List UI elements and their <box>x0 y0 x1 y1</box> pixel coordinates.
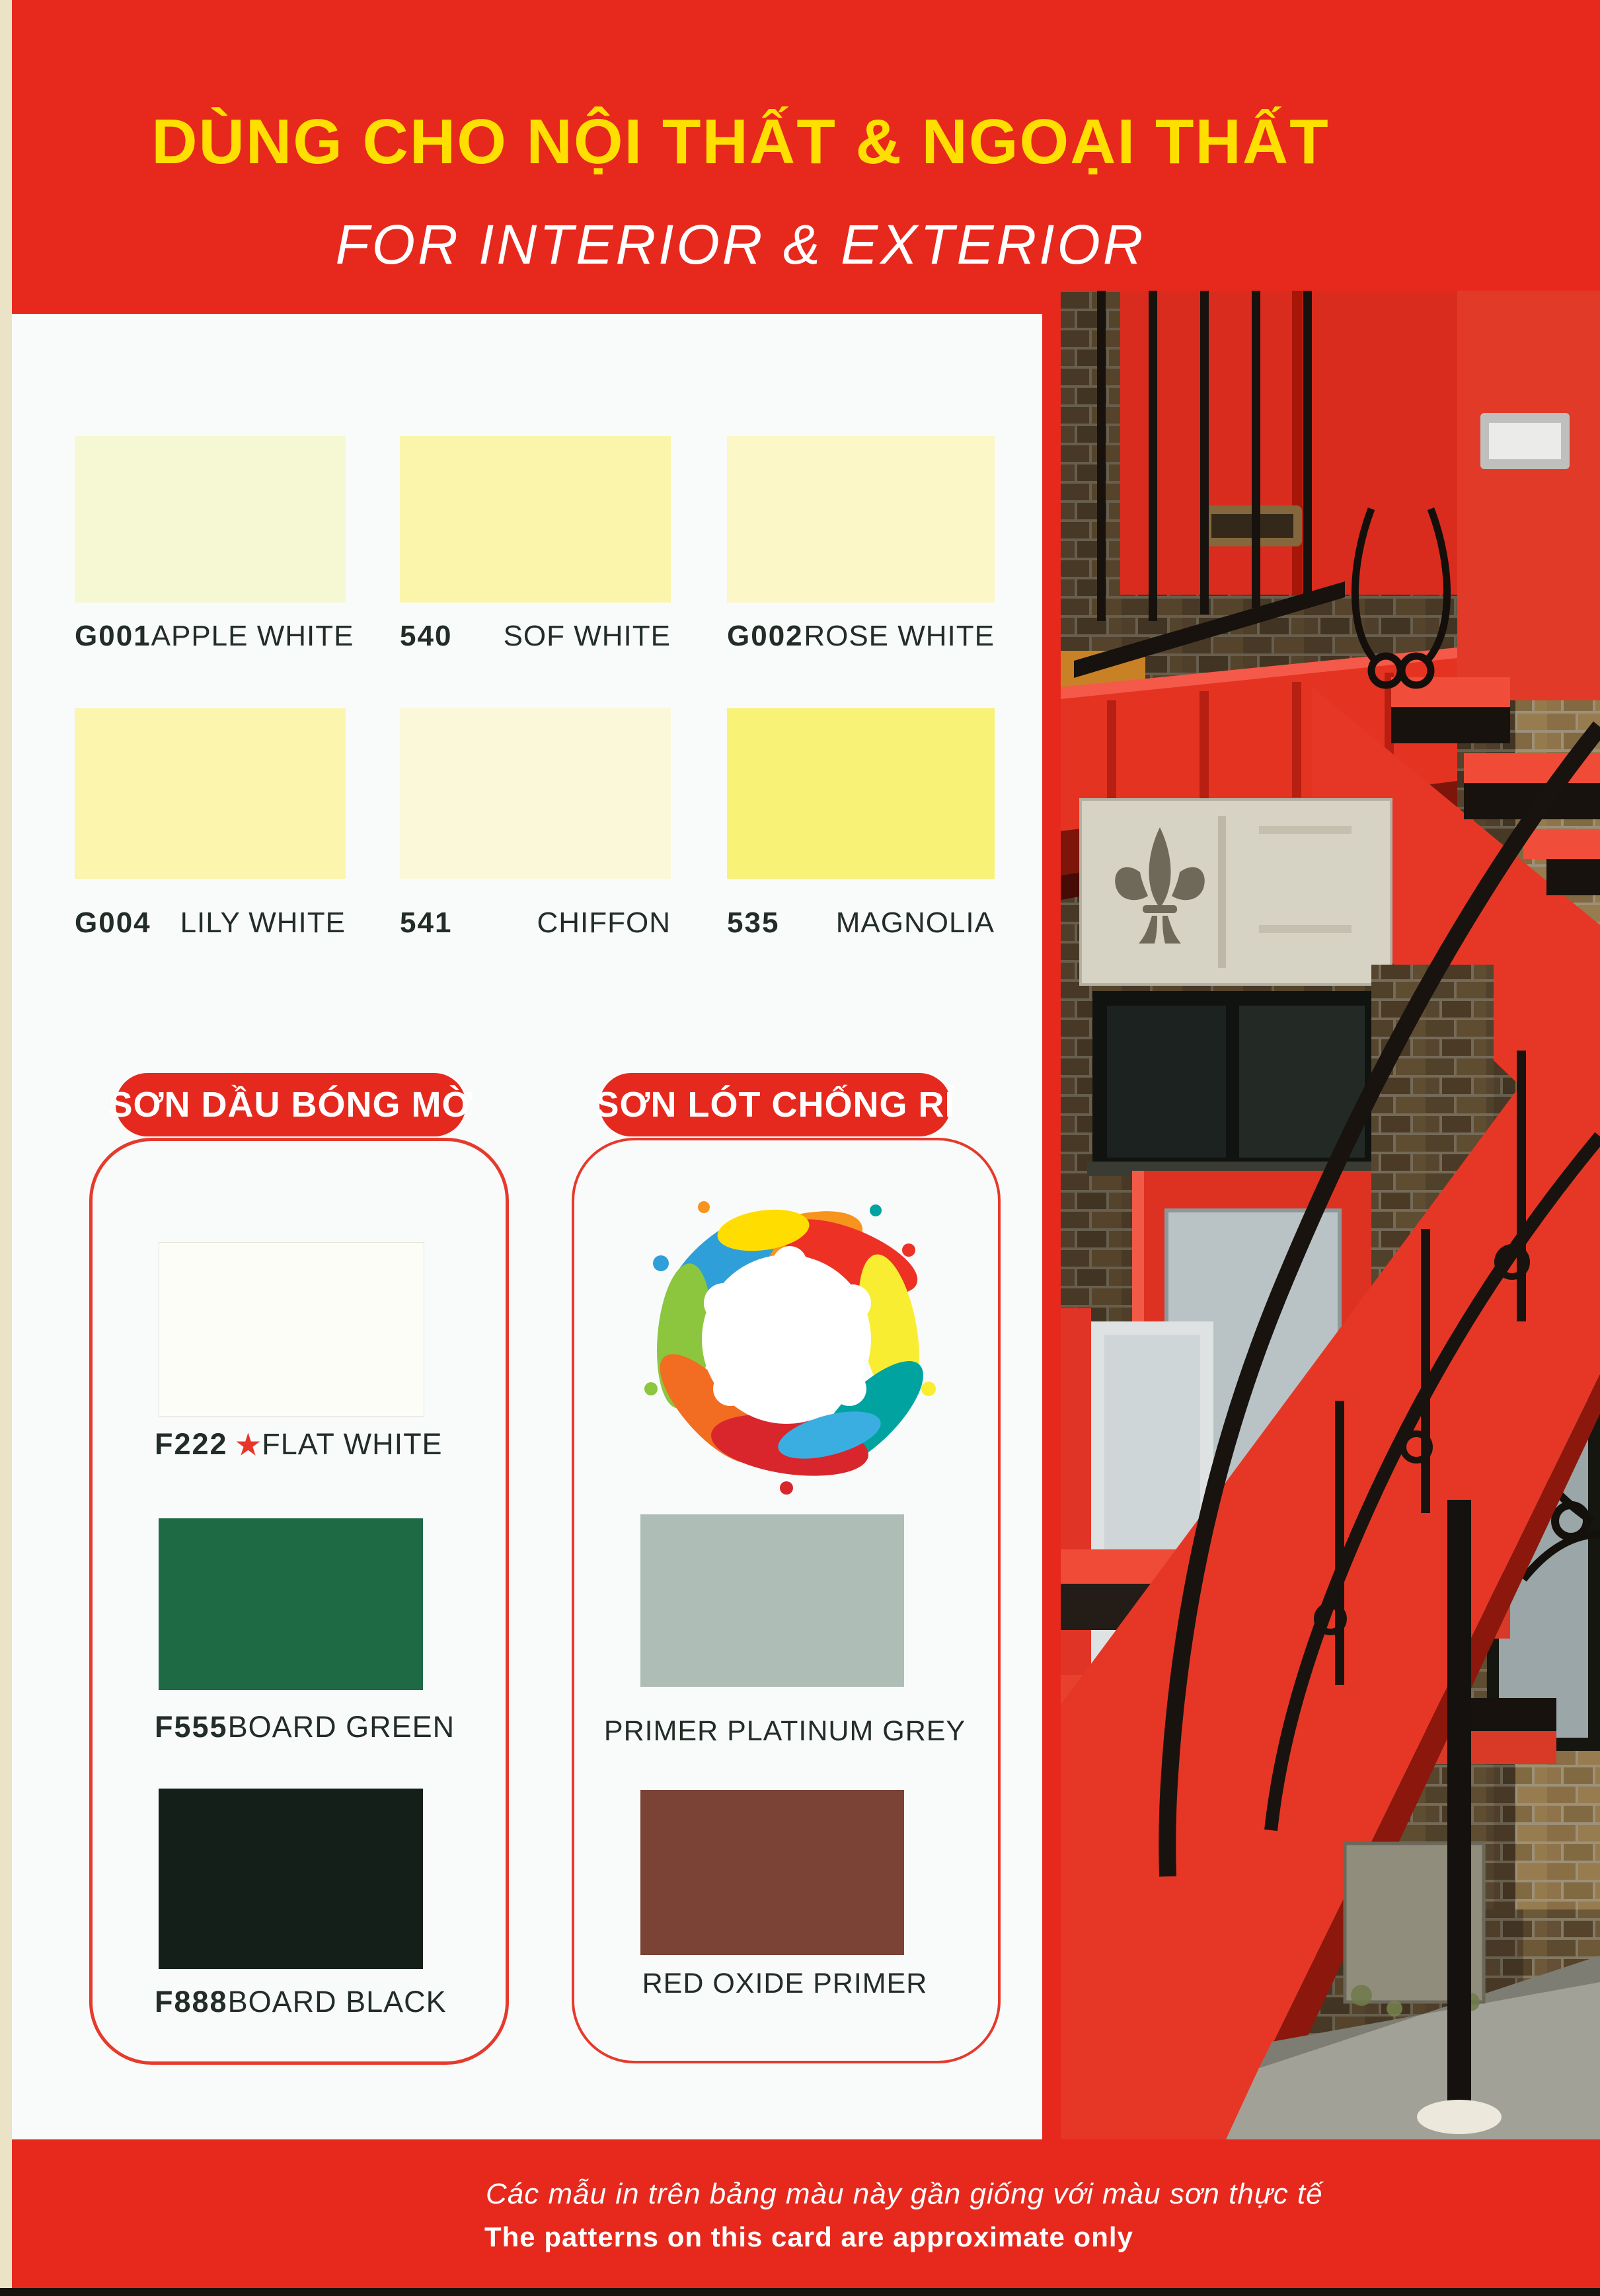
swatch-sample <box>75 708 346 879</box>
swatch-label <box>727 620 995 653</box>
swatch-code: F555 <box>155 1710 228 1744</box>
swatch-code: G001 <box>75 620 151 652</box>
scan-edge-bottom <box>0 2288 1600 2296</box>
swatch-sample <box>159 1242 424 1417</box>
swatch-sample <box>640 1514 904 1687</box>
railing-post <box>1447 1500 1471 2116</box>
swatch-name: CHIFFON <box>537 907 671 939</box>
post-base <box>1417 2100 1502 2134</box>
swatch-name: BOARD BLACK <box>227 1985 447 2018</box>
swatch-name: SOF WHITE <box>503 620 671 652</box>
swatch-sample <box>400 708 671 879</box>
swatch-label <box>155 1710 455 1744</box>
scan-edge-left <box>0 0 12 2296</box>
swatch-label <box>400 907 671 940</box>
swatch-sample <box>159 1789 423 1969</box>
section-oil-paint-header: SƠN DẦU BÓNG MỜ <box>116 1073 466 1136</box>
swatch-label <box>727 907 995 940</box>
swatch-name: PRIMER PLATINUM GREY <box>603 1715 966 1747</box>
swatch-sample <box>159 1518 423 1690</box>
swatch-label <box>400 620 671 653</box>
stone-lintel <box>1081 799 1391 984</box>
swatch-sample <box>727 436 995 603</box>
swatch-label <box>155 1427 443 1462</box>
swatch-sample <box>75 436 346 603</box>
swatch-name: LILY WHITE <box>180 907 346 939</box>
swatch-code: 540 <box>400 620 453 652</box>
swatch-code: F222 ★ <box>155 1427 262 1461</box>
swatch-label <box>75 907 346 940</box>
swatch-code: 535 <box>727 907 780 939</box>
paint-splash-graphic <box>625 1171 948 1504</box>
swatch-code: G004 <box>75 907 151 939</box>
footer-note-vi: Các mẫu in trên bảng màu này gần giống với màu sơn thực tế <box>486 2178 1323 2210</box>
swatch-sample <box>400 436 671 603</box>
swatch-code: G002 <box>727 620 804 652</box>
page-subtitle: FOR INTERIOR & EXTERIOR <box>335 213 1146 276</box>
swatch-name: RED OXIDE PRIMER <box>642 1968 928 1999</box>
swatch-label <box>75 620 354 653</box>
swatch-code: 541 <box>400 907 453 939</box>
red-staircase-photo <box>1061 291 1600 2139</box>
swatch-name: FLAT WHITE <box>262 1427 443 1461</box>
star-icon: ★ <box>235 1429 262 1460</box>
page-title: DÙNG CHO NỘI THẤT & NGOẠI THẤT <box>151 106 1330 177</box>
swatch-label <box>155 1985 447 2019</box>
swatch-code: F888 <box>155 1985 228 2018</box>
swatch-sample <box>640 1790 904 1955</box>
swatch-sample <box>727 708 995 879</box>
section-rust-primer-header: SƠN LÓT CHỐNG RỈ <box>599 1073 951 1136</box>
footer-note-en: The patterns on this card are approximate only <box>484 2221 1133 2252</box>
swatch-name: APPLE WHITE <box>151 620 354 652</box>
swatch-name: ROSE WHITE <box>804 620 995 652</box>
swatch-name: MAGNOLIA <box>835 907 995 939</box>
swatch-name: BOARD GREEN <box>227 1710 455 1744</box>
